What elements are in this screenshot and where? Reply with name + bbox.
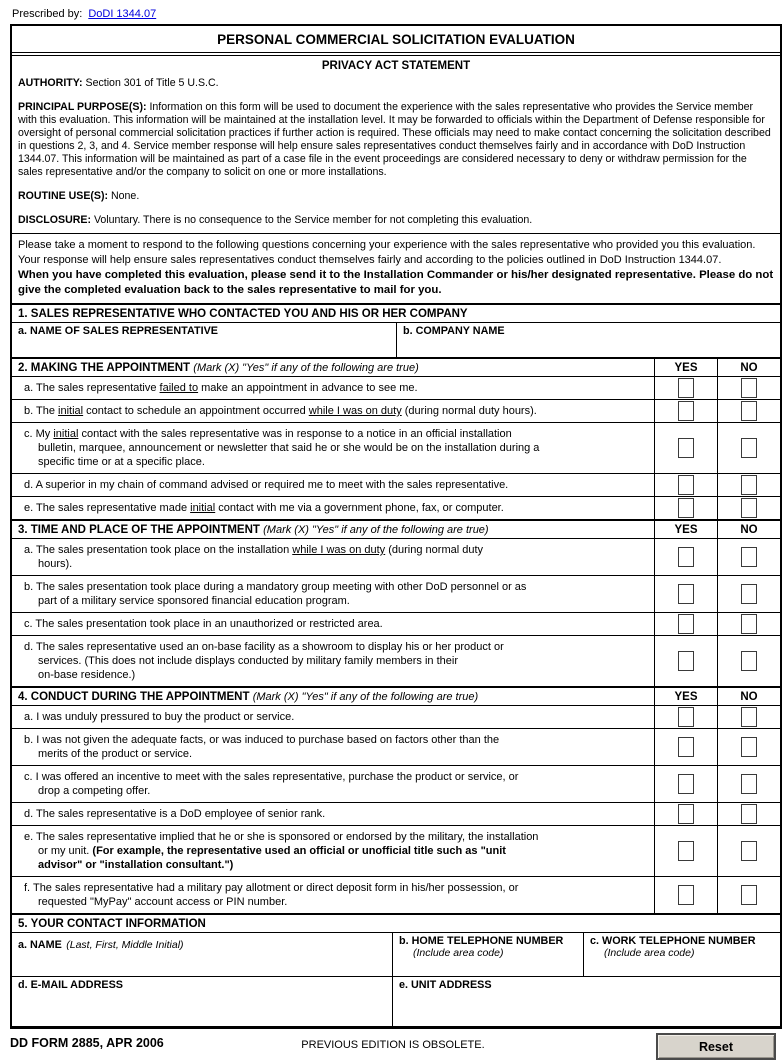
question-section xyxy=(12,519,780,686)
reset-button[interactable]: Reset xyxy=(656,1033,776,1060)
question-text: b. I was not given the adequate facts, or was induced to purchase based on factors other than the merits of the product or service. xyxy=(24,734,500,760)
yes-column-header: YES xyxy=(654,359,717,376)
yes-checkbox[interactable] xyxy=(678,498,694,518)
sales-rep-name-label: a. NAME OF SALES REPRESENTATIVE xyxy=(18,325,218,337)
prescribed-by-label: Prescribed by: xyxy=(12,8,83,20)
no-checkbox[interactable] xyxy=(741,804,757,824)
question-row xyxy=(12,376,780,399)
section1-cells xyxy=(12,322,780,357)
no-checkbox[interactable] xyxy=(741,378,757,398)
question-text: e. The sales representative made initial contact with me via a government phone, fax, or computer. xyxy=(24,502,504,514)
no-checkbox[interactable] xyxy=(741,885,757,905)
contact-name-label: a. NAME xyxy=(18,939,62,951)
email-label: d. E-MAIL ADDRESS xyxy=(18,979,123,991)
form-title: PERSONAL COMMERCIAL SOLICITATION EVALUATION xyxy=(217,32,575,47)
work-phone-input[interactable] xyxy=(590,959,774,973)
question-text: c. I was offered an incentive to meet with the sales representative, purchase the product or service, or drop a competing offer. xyxy=(24,771,519,797)
question-text: d. The sales representative is a DoD employee of senior rank. xyxy=(24,808,326,820)
question-row xyxy=(12,635,780,686)
question-row xyxy=(12,473,780,496)
question-row xyxy=(12,728,780,765)
section-header-row xyxy=(12,686,780,705)
home-phone-label: b. HOME TELEPHONE NUMBER xyxy=(399,935,564,947)
yes-column-header: YES xyxy=(654,688,717,705)
section-header-row xyxy=(12,519,780,538)
authority-text: Section 301 of Title 5 U.S.C. xyxy=(85,77,219,89)
no-checkbox[interactable] xyxy=(741,774,757,794)
yes-checkbox[interactable] xyxy=(678,737,694,757)
question-text: f. The sales representative had a military pay allotment or direct deposit form in his/her possession, or requested "MyPay" account access or PIN number. xyxy=(24,882,519,908)
no-checkbox[interactable] xyxy=(741,401,757,421)
unit-address-field[interactable] xyxy=(392,977,780,1026)
yes-checkbox[interactable] xyxy=(678,804,694,824)
authority-statement xyxy=(18,77,774,90)
yes-checkbox[interactable] xyxy=(678,651,694,671)
principal-purpose-label: PRINCIPAL PURPOSE(S): xyxy=(18,101,147,113)
yes-checkbox[interactable] xyxy=(678,401,694,421)
contact-name-note: (Last, First, Middle Initial) xyxy=(66,939,184,951)
question-row xyxy=(12,422,780,473)
no-checkbox[interactable] xyxy=(741,498,757,518)
company-name-label: b. COMPANY NAME xyxy=(403,325,505,337)
intro-block xyxy=(12,233,780,303)
work-phone-field[interactable] xyxy=(583,933,780,976)
section1-header: 1. SALES REPRESENTATIVE WHO CONTACTED YOU AND HIS OR HER COMPANY xyxy=(12,303,780,322)
routine-use-label: ROUTINE USE(S): xyxy=(18,190,109,202)
question-text: b. The initial contact to schedule an appointment occurred while I was on duty (during normal duty hours). xyxy=(24,405,537,417)
question-row xyxy=(12,575,780,612)
edition-note: PREVIOUS EDITION IS OBSOLETE. xyxy=(301,1039,485,1051)
section-title: 2. MAKING THE APPOINTMENT (Mark (X) "Yes" if any of the following are true) xyxy=(18,362,419,374)
disclosure-label: DISCLOSURE: xyxy=(18,214,91,226)
dodi-link[interactable]: DoDI 1344.07 xyxy=(88,8,157,20)
contact-name-input[interactable] xyxy=(18,953,386,967)
no-checkbox[interactable] xyxy=(741,707,757,727)
yes-checkbox[interactable] xyxy=(678,841,694,861)
yes-column-header: YES xyxy=(654,521,717,538)
contact-row-1 xyxy=(12,932,780,976)
email-field[interactable] xyxy=(12,977,392,1026)
prescribed-by-line xyxy=(10,6,782,24)
question-text: d. The sales representative used an on-base facility as a showroom to display his or her product or services. (This does not include displays conducted by military family members in their on-base residence.) xyxy=(24,641,504,681)
question-row xyxy=(12,612,780,635)
company-name-input[interactable] xyxy=(403,337,774,351)
question-row xyxy=(12,876,780,913)
sales-rep-name-field[interactable] xyxy=(12,323,396,357)
work-phone-label: c. WORK TELEPHONE NUMBER xyxy=(590,935,756,947)
email-input[interactable] xyxy=(18,991,386,1005)
yes-checkbox[interactable] xyxy=(678,885,694,905)
work-phone-note: (Include area code) xyxy=(604,947,695,959)
disclosure-text: Voluntary. There is no consequence to the Service member for not completing this evaluation. xyxy=(93,214,533,226)
form-number: DD FORM 2885, APR 2006 xyxy=(10,1036,164,1050)
contact-row-2 xyxy=(12,976,780,1026)
question-text: b. The sales presentation took place during a mandatory group meeting with other DoD personnel or as part of a military service sponsored financial education program. xyxy=(24,581,527,607)
routine-use-statement xyxy=(18,190,774,203)
yes-checkbox[interactable] xyxy=(678,475,694,495)
yes-checkbox[interactable] xyxy=(678,378,694,398)
sales-rep-name-input[interactable] xyxy=(18,337,390,351)
home-phone-note: (Include area code) xyxy=(413,947,504,959)
intro-text: Please take a moment to respond to the following questions concerning your experience with the sales representative who provided you this evaluation. Your response will help ensure sales representatives conduct themselves fairly and according to the policies outlined in DoD Instruction 1344.07. xyxy=(18,239,756,266)
question-text: a. The sales presentation took place on the installation while I was on duty (during normal duty hours). xyxy=(24,544,484,570)
question-section xyxy=(12,686,780,913)
principal-purpose-text: Information on this form will be used to document the experience with the sales representative who provides the Service member with this evaluation. This information will be maintained at the installation level. It may be forwarded to officials within the Department of Defense responsible for oversight of personal commercial solicitation practices if further action is required. These officials may need to make contact concerning the solicitation described in questions 2, 3, and 4. Service member response will help ensure sales representatives conduct themselves fairly and in accordance with DoD Instruction 1344.07. This information will be maintained as part of a case file in the event proceedings are considered necessary to deny or withdraw permission for the sales representative and/or the company to solicit on one or more installations. xyxy=(18,101,771,178)
question-row xyxy=(12,496,780,519)
company-name-field[interactable] xyxy=(396,323,780,357)
no-checkbox[interactable] xyxy=(741,547,757,567)
no-checkbox[interactable] xyxy=(741,651,757,671)
question-row xyxy=(12,538,780,575)
question-sections xyxy=(12,357,780,913)
home-phone-field[interactable] xyxy=(392,933,583,976)
unit-address-label: e. UNIT ADDRESS xyxy=(399,979,492,991)
principal-purpose-statement xyxy=(18,101,774,179)
home-phone-input[interactable] xyxy=(399,959,577,973)
authority-label: AUTHORITY: xyxy=(18,77,83,89)
yes-checkbox[interactable] xyxy=(678,584,694,604)
question-row xyxy=(12,825,780,876)
no-checkbox[interactable] xyxy=(741,841,757,861)
privacy-heading: PRIVACY ACT STATEMENT xyxy=(321,60,471,72)
no-column-header: NO xyxy=(717,688,780,705)
question-text: a. I was unduly pressured to buy the product or service. xyxy=(24,711,295,723)
disclosure-statement xyxy=(18,214,774,227)
no-checkbox[interactable] xyxy=(741,737,757,757)
contact-name-field[interactable] xyxy=(12,933,392,976)
section-title: 3. TIME AND PLACE OF THE APPOINTMENT (Mark (X) "Yes" if any of the following are true) xyxy=(18,524,489,536)
no-checkbox[interactable] xyxy=(741,475,757,495)
question-row xyxy=(12,705,780,728)
yes-checkbox[interactable] xyxy=(678,774,694,794)
yes-checkbox[interactable] xyxy=(678,614,694,634)
no-column-header: NO xyxy=(717,359,780,376)
question-row xyxy=(12,802,780,825)
no-column-header: NO xyxy=(717,521,780,538)
question-row xyxy=(12,765,780,802)
yes-checkbox[interactable] xyxy=(678,438,694,458)
section-title: 4. CONDUCT DURING THE APPOINTMENT (Mark (X) "Yes" if any of the following are true) xyxy=(18,691,479,703)
question-text: e. The sales representative implied that he or she is sponsored or endorsed by the military, the installation or my unit. (For example, the representative used an official or unofficial title such as "unit advisor" or "installation consultant.") xyxy=(24,831,539,871)
section5-header: 5. YOUR CONTACT INFORMATION xyxy=(12,913,780,932)
section-header-row xyxy=(12,357,780,376)
routine-use-text: None. xyxy=(111,190,140,202)
intro-bold-text: When you have completed this evaluation, please send it to the Installation Commander or his/her designated representative. Please do not give the completed evaluation back to the sales representative to mail for you. xyxy=(18,269,774,296)
question-text: d. A superior in my chain of command advised or required me to meet with the sales representative. xyxy=(24,479,509,491)
yes-checkbox[interactable] xyxy=(678,707,694,727)
no-checkbox[interactable] xyxy=(741,614,757,634)
no-checkbox[interactable] xyxy=(741,438,757,458)
question-text: c. My initial contact with the sales representative was in response to a notice in an official installation bulletin, marquee, announcement or newsletter that said he or she would be on the installation during a specific time or at a specific place. xyxy=(24,428,540,468)
question-row xyxy=(12,399,780,422)
form-box xyxy=(10,24,782,1029)
question-text: a. The sales representative failed to make an appointment in advance to see me. xyxy=(24,382,418,394)
privacy-act-block xyxy=(12,56,780,233)
reset-button-area xyxy=(521,1033,776,1060)
question-section xyxy=(12,357,780,519)
form-footer xyxy=(10,1029,782,1060)
question-text: c. The sales presentation took place in an unauthorized or restricted area. xyxy=(24,618,383,630)
unit-address-input[interactable] xyxy=(399,991,774,1005)
no-checkbox[interactable] xyxy=(741,584,757,604)
yes-checkbox[interactable] xyxy=(678,547,694,567)
